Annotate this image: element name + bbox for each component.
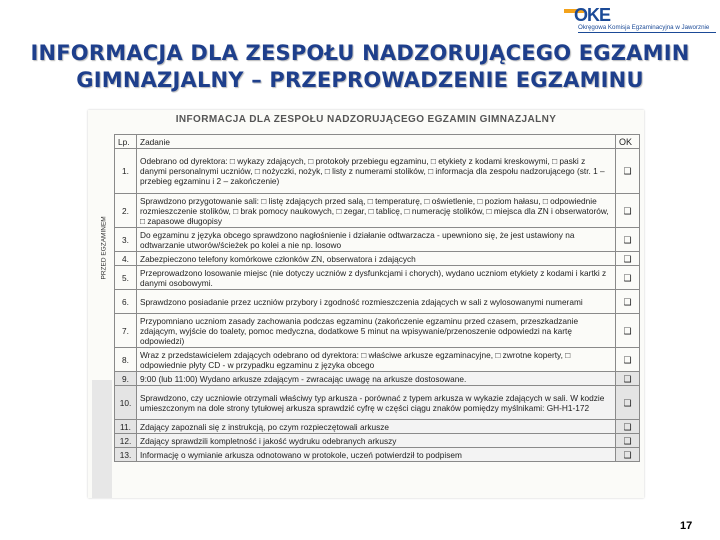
checkbox-icon[interactable]: ❑ bbox=[616, 252, 640, 266]
table-header bbox=[115, 135, 640, 149]
header-task: Zadanie bbox=[137, 135, 616, 149]
row-task: Przeprowadzono losowanie miejsc (nie dotyczy uczniów z dysfunkcjami i chorych), wydano uczniom etykiety z kodami i kartki z danymi osobowymi. bbox=[137, 266, 616, 290]
checkbox-icon[interactable]: ❑ bbox=[616, 266, 640, 290]
table-row bbox=[115, 149, 640, 194]
row-task: Sprawdzono przygotowanie sali: □ listę zdających przed salą, □ temperaturę, □ oświetlenie, □ poziom hałasu, □ odpowiednie rozmieszczenie stolików, □ brak pomocy naukowych, □ zegar, □ tablicę, □ numerację stolików, □ miejsca dla ZN i obserwatorów, □ zapasowe długopisy bbox=[137, 194, 616, 228]
row-lp: 2. bbox=[115, 194, 137, 228]
table-row bbox=[115, 266, 640, 290]
checkbox-icon[interactable]: ❑ bbox=[616, 149, 640, 194]
checkbox-icon[interactable]: ❑ bbox=[616, 194, 640, 228]
header-ok: OK bbox=[616, 135, 640, 149]
table-row bbox=[115, 252, 640, 266]
checkbox-icon[interactable]: ❑ bbox=[616, 314, 640, 348]
row-lp: 10. bbox=[115, 386, 137, 420]
row-task: Odebrano od dyrektora: □ wykazy zdających, □ protokoły przebiegu egzaminu, □ etykiety z kodami kreskowymi, □ paski z danymi personalnymi uczniów, □ nożyczki, nożyk, □ listy z numerami stolików, □ informacja dla zespołu nadzorującego (str. 1 – przebieg egzaminu i 2 – zakończenie) bbox=[137, 149, 616, 194]
logo-subtitle: Okręgowa Komisja Egzaminacyjna w Jaworznie bbox=[578, 24, 710, 31]
row-lp: 3. bbox=[115, 228, 137, 252]
sidebar-gray-band bbox=[92, 380, 112, 498]
row-lp: 5. bbox=[115, 266, 137, 290]
logo-mark bbox=[574, 6, 610, 24]
checkbox-icon[interactable]: ❑ bbox=[616, 348, 640, 372]
row-lp: 9. bbox=[115, 372, 137, 386]
document-title: INFORMACJA DLA ZESPOŁU NADZORUJĄCEGO EGZAMIN GIMNAZJALNY bbox=[175, 114, 557, 125]
row-task: Zdający sprawdzili kompletność i jakość wydruku odebranych arkuszy bbox=[137, 434, 616, 448]
table-row bbox=[115, 434, 640, 448]
document-sidebar bbox=[92, 136, 112, 498]
page-number: 17 bbox=[680, 520, 693, 532]
row-task: 9:00 (lub 11:00) Wydano arkusze zdającym - zwracając uwagę na arkusze dostosowane. bbox=[137, 372, 616, 386]
row-lp: 13. bbox=[115, 448, 137, 462]
checkbox-icon[interactable]: ❑ bbox=[616, 420, 640, 434]
table-row bbox=[115, 348, 640, 372]
slide-title-line2: GIMNAZJALNY – PRZEPROWADZENIE EGZAMINU bbox=[76, 68, 644, 92]
row-task: Sprawdzono, czy uczniowie otrzymali właściwy typ arkusza - porównać z typem arkusza w wykazie zdających w sali. W kodzie umieszczonym na dole strony tytułowej arkusza sprawdzić cyfrę w części ciągu znaków pomiędzy myślnikami: GH-H1-172 bbox=[137, 386, 616, 420]
table-row bbox=[115, 420, 640, 434]
checkbox-icon[interactable]: ❑ bbox=[616, 372, 640, 386]
checkbox-icon[interactable]: ❑ bbox=[616, 290, 640, 314]
checklist-document bbox=[88, 110, 644, 498]
row-lp: 7. bbox=[115, 314, 137, 348]
table-row bbox=[115, 448, 640, 462]
slide-title bbox=[0, 40, 720, 94]
table-row bbox=[115, 228, 640, 252]
checkbox-icon[interactable]: ❑ bbox=[616, 386, 640, 420]
row-lp: 12. bbox=[115, 434, 137, 448]
row-task: Zdający zapoznali się z instrukcją, po czym rozpieczętowali arkusze bbox=[137, 420, 616, 434]
oke-logo bbox=[560, 6, 716, 36]
logo-text: OKE bbox=[574, 5, 611, 25]
table-row bbox=[115, 386, 640, 420]
row-lp: 8. bbox=[115, 348, 137, 372]
row-task: Przypomniano uczniom zasady zachowania podczas egzaminu (zakończenie egzaminu przed czasem, przeszkadzanie zdającym, wyjście do toalety, pomoc medyczna, dodatkowe 5 minut na wpisywanie/przenoszenie odpowiedzi na kartę odpowiedzi) bbox=[137, 314, 616, 348]
logo-underline bbox=[578, 32, 716, 33]
side-label: PRZED EGZAMINEM bbox=[100, 216, 108, 280]
row-task: Zabezpieczono telefony komórkowe członków ZN, obserwatora i zdających bbox=[137, 252, 616, 266]
slide-title-line1: INFORMACJA DLA ZESPOŁU NADZORUJĄCEGO EGZAMIN bbox=[30, 41, 690, 65]
row-lp: 1. bbox=[115, 149, 137, 194]
row-task: Sprawdzono posiadanie przez uczniów przybory i zgodność rozmieszczenia zdających w sali z wylosowanymi numerami bbox=[137, 290, 616, 314]
table-row bbox=[115, 290, 640, 314]
row-task: Wraz z przedstawicielem zdających odebrano od dyrektora: □ właściwe arkusze egzaminacyjne, □ zwrotne koperty, □ odpowiednie płyty CD - w przypadku egzaminu z języka obcego bbox=[137, 348, 616, 372]
table-row bbox=[115, 372, 640, 386]
row-task: Do egzaminu z języka obcego sprawdzono nagłośnienie i działanie odtwarzacza - upewniono się, że jest ustawiony na odtwarzanie utworów/ścieżek po kolei a nie np. losowo bbox=[137, 228, 616, 252]
table-row bbox=[115, 314, 640, 348]
checkbox-icon[interactable]: ❑ bbox=[616, 228, 640, 252]
row-task: Informację o wymianie arkusza odnotowano w protokole, uczeń potwierdził to podpisem bbox=[137, 448, 616, 462]
header-lp: Lp. bbox=[115, 135, 137, 149]
row-lp: 4. bbox=[115, 252, 137, 266]
row-lp: 11. bbox=[115, 420, 137, 434]
checkbox-icon[interactable]: ❑ bbox=[616, 448, 640, 462]
table-row bbox=[115, 194, 640, 228]
row-lp: 6. bbox=[115, 290, 137, 314]
checkbox-icon[interactable]: ❑ bbox=[616, 434, 640, 448]
checklist-table bbox=[114, 134, 640, 462]
